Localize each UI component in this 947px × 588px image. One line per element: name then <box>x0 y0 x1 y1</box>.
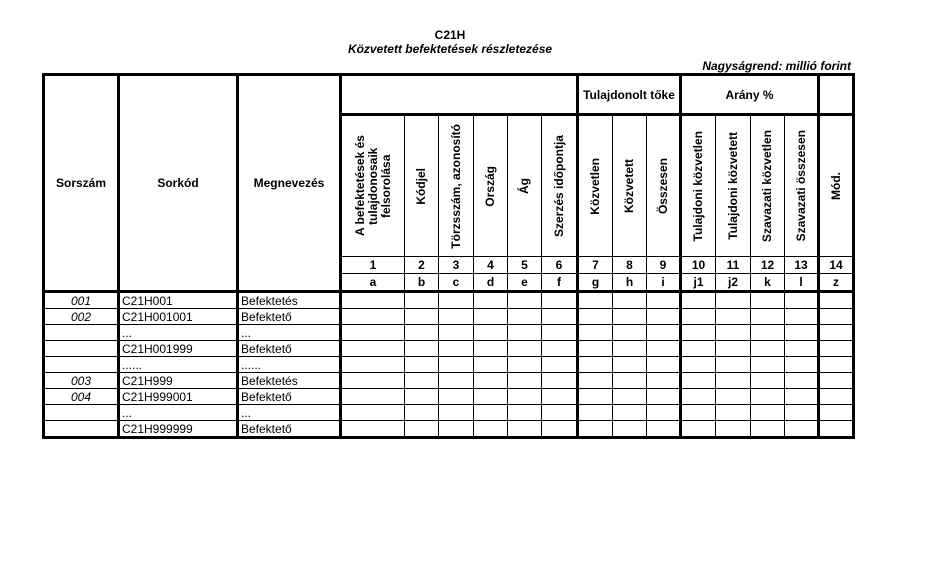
cell-value[interactable] <box>819 357 854 373</box>
column-header-label: Közvetett <box>622 158 636 213</box>
cell-value[interactable] <box>785 373 819 389</box>
column-number: 14 <box>819 257 854 274</box>
cell-value[interactable] <box>474 405 508 421</box>
column-letter: j1 <box>681 274 716 292</box>
cell-value[interactable] <box>341 421 405 438</box>
cell-value[interactable] <box>439 325 474 341</box>
cell-megnevezes: Befektető <box>238 309 341 325</box>
cell-value[interactable] <box>508 292 542 309</box>
column-header-9 <box>647 115 681 257</box>
column-header-label: Közvetlen <box>588 157 602 215</box>
column-header-12 <box>751 115 785 257</box>
cell-value[interactable] <box>751 421 785 438</box>
cell-megnevezes: Befektetés <box>238 373 341 389</box>
cell-value[interactable] <box>508 357 542 373</box>
cell-value[interactable] <box>785 389 819 405</box>
cell-value[interactable] <box>785 421 819 438</box>
cell-value[interactable] <box>341 405 405 421</box>
column-letter: l <box>785 274 819 292</box>
cell-value[interactable] <box>613 405 647 421</box>
cell-value[interactable] <box>716 389 751 405</box>
cell-value[interactable] <box>508 389 542 405</box>
table-row <box>44 405 854 421</box>
table-row <box>44 373 854 389</box>
cell-value[interactable] <box>405 292 439 309</box>
cell-value[interactable] <box>647 309 681 325</box>
cell-value[interactable] <box>716 373 751 389</box>
cell-megnevezes: Befektető <box>238 421 341 438</box>
column-letter: e <box>508 274 542 292</box>
cell-value[interactable] <box>785 405 819 421</box>
column-number: 5 <box>508 257 542 274</box>
cell-sorszam <box>44 405 119 421</box>
cell-value[interactable] <box>508 421 542 438</box>
cell-value[interactable] <box>474 292 508 309</box>
column-header-label: Ág <box>517 178 531 194</box>
cell-value[interactable] <box>341 373 405 389</box>
cell-value[interactable] <box>613 309 647 325</box>
column-number: 12 <box>751 257 785 274</box>
cell-value[interactable] <box>613 341 647 357</box>
cell-megnevezes: Befektető <box>238 389 341 405</box>
cell-value[interactable] <box>681 389 716 405</box>
cell-sorszam: 002 <box>44 309 119 325</box>
column-letter: z <box>819 274 854 292</box>
column-letter: i <box>647 274 681 292</box>
header-group-empty <box>341 75 578 115</box>
cell-value[interactable] <box>681 341 716 357</box>
cell-value[interactable] <box>578 373 613 389</box>
cell-value[interactable] <box>751 341 785 357</box>
cell-value[interactable] <box>474 421 508 438</box>
cell-value[interactable] <box>819 405 854 421</box>
column-header-1 <box>341 115 405 257</box>
cell-value[interactable] <box>751 325 785 341</box>
cell-value[interactable] <box>474 389 508 405</box>
cell-value[interactable] <box>474 309 508 325</box>
cell-value[interactable] <box>341 389 405 405</box>
cell-value[interactable] <box>785 292 819 309</box>
cell-value[interactable] <box>439 389 474 405</box>
cell-value[interactable] <box>681 325 716 341</box>
cell-value[interactable] <box>542 292 578 309</box>
column-number: 8 <box>613 257 647 274</box>
cell-value[interactable] <box>819 373 854 389</box>
header-group-tulajdon: Tulajdonolt tőke <box>578 75 681 115</box>
cell-value[interactable] <box>439 373 474 389</box>
column-header-14 <box>819 115 854 257</box>
column-header-label: Szerzés időpontja <box>551 134 566 238</box>
cell-value[interactable] <box>542 373 578 389</box>
cell-value[interactable] <box>751 292 785 309</box>
cell-value[interactable] <box>613 325 647 341</box>
cell-value[interactable] <box>647 357 681 373</box>
cell-megnevezes: ...... <box>238 357 341 373</box>
cell-value[interactable] <box>647 405 681 421</box>
cell-value[interactable] <box>785 357 819 373</box>
column-header-label: Tulajdoni közvetlen <box>691 130 705 242</box>
cell-value[interactable] <box>439 357 474 373</box>
cell-value[interactable] <box>439 292 474 309</box>
cell-value[interactable] <box>578 357 613 373</box>
cell-value[interactable] <box>819 309 854 325</box>
column-header-13 <box>785 115 819 257</box>
cell-value[interactable] <box>542 341 578 357</box>
cell-value[interactable] <box>508 325 542 341</box>
cell-sorszam: 003 <box>44 373 119 389</box>
cell-value[interactable] <box>716 292 751 309</box>
table-row <box>44 325 854 341</box>
cell-sorkod: C21H999999 <box>119 421 238 438</box>
column-header-5 <box>508 115 542 257</box>
cell-value[interactable] <box>681 357 716 373</box>
cell-megnevezes: Befektetés <box>238 292 341 309</box>
column-header-3 <box>439 115 474 257</box>
column-number: 2 <box>405 257 439 274</box>
cell-value[interactable] <box>508 373 542 389</box>
cell-value[interactable] <box>785 341 819 357</box>
cell-sorkod: ... <box>119 325 238 341</box>
cell-value[interactable] <box>716 357 751 373</box>
cell-value[interactable] <box>681 421 716 438</box>
table-row <box>44 292 854 309</box>
table-row <box>44 309 854 325</box>
header-sorkod: Sorkód <box>119 75 238 292</box>
cell-value[interactable] <box>474 357 508 373</box>
cell-value[interactable] <box>439 309 474 325</box>
cell-value[interactable] <box>647 325 681 341</box>
cell-value[interactable] <box>405 325 439 341</box>
cell-value[interactable] <box>751 405 785 421</box>
cell-sorszam <box>44 421 119 438</box>
cell-sorkod: C21H999001 <box>119 389 238 405</box>
column-number: 4 <box>474 257 508 274</box>
cell-value[interactable] <box>508 341 542 357</box>
column-letter: k <box>751 274 785 292</box>
cell-sorkod: C21H001001 <box>119 309 238 325</box>
column-number: 7 <box>578 257 613 274</box>
cell-value[interactable] <box>341 357 405 373</box>
cell-sorszam <box>44 357 119 373</box>
cell-value[interactable] <box>341 292 405 309</box>
column-number: 3 <box>439 257 474 274</box>
cell-value[interactable] <box>819 421 854 438</box>
column-header-label: Tulajdoni közvetett <box>725 132 740 240</box>
cell-sorkod: C21H999 <box>119 373 238 389</box>
cell-value[interactable] <box>341 325 405 341</box>
cell-value[interactable] <box>613 292 647 309</box>
column-header-4 <box>474 115 508 257</box>
cell-value[interactable] <box>613 389 647 405</box>
cell-value[interactable] <box>405 373 439 389</box>
table-row <box>44 341 854 357</box>
table-row <box>44 357 854 373</box>
cell-value[interactable] <box>578 292 613 309</box>
column-number: 1 <box>341 257 405 274</box>
form-subtitle: Közvetett befektetések részletezése <box>347 42 553 56</box>
header-group-arany: Arány % <box>681 75 819 115</box>
cell-value[interactable] <box>341 309 405 325</box>
column-header-8 <box>613 115 647 257</box>
cell-megnevezes: ... <box>238 325 341 341</box>
column-letter: j2 <box>716 274 751 292</box>
column-header-label: Mód. <box>828 172 843 200</box>
cell-value[interactable] <box>439 405 474 421</box>
cell-value[interactable] <box>578 341 613 357</box>
cell-value[interactable] <box>439 421 474 438</box>
form-code: C21H <box>434 28 466 42</box>
cell-value[interactable] <box>405 421 439 438</box>
column-header-6 <box>542 115 578 257</box>
cell-value[interactable] <box>405 309 439 325</box>
cell-value[interactable] <box>751 309 785 325</box>
cell-value[interactable] <box>785 309 819 325</box>
cell-value[interactable] <box>681 292 716 309</box>
cell-value[interactable] <box>578 389 613 405</box>
cell-value[interactable] <box>647 292 681 309</box>
cell-value[interactable] <box>716 325 751 341</box>
cell-value[interactable] <box>578 405 613 421</box>
column-header-label: Ország <box>483 165 497 207</box>
cell-value[interactable] <box>613 421 647 438</box>
column-letter: f <box>542 274 578 292</box>
cell-value[interactable] <box>751 357 785 373</box>
column-header-label: Szavazati összesen <box>793 130 808 242</box>
column-header-11 <box>716 115 751 257</box>
column-letter: h <box>613 274 647 292</box>
column-letter: a <box>341 274 405 292</box>
cell-sorszam: 004 <box>44 389 119 405</box>
cell-value[interactable] <box>474 373 508 389</box>
cell-value[interactable] <box>613 357 647 373</box>
column-header-label: A befektetések és tulajdonosaik felsorolása <box>352 135 393 237</box>
cell-value[interactable] <box>508 309 542 325</box>
cell-value[interactable] <box>819 341 854 357</box>
cell-value[interactable] <box>439 341 474 357</box>
column-header-10 <box>681 115 716 257</box>
header-megnevezes: Megnevezés <box>238 75 341 292</box>
cell-value[interactable] <box>819 389 854 405</box>
cell-value[interactable] <box>716 421 751 438</box>
cell-value[interactable] <box>716 309 751 325</box>
header-sorszam: Sorszám <box>44 75 119 292</box>
cell-value[interactable] <box>341 341 405 357</box>
table-row <box>44 389 854 405</box>
cell-value[interactable] <box>405 405 439 421</box>
cell-value[interactable] <box>405 357 439 373</box>
cell-value[interactable] <box>578 325 613 341</box>
column-number: 6 <box>542 257 578 274</box>
column-letter: b <box>405 274 439 292</box>
column-header-2 <box>405 115 439 257</box>
cell-value[interactable] <box>681 309 716 325</box>
column-header-label: Szavazati közvetlen <box>760 129 774 243</box>
cell-value[interactable] <box>474 341 508 357</box>
cell-value[interactable] <box>542 325 578 341</box>
cell-value[interactable] <box>716 341 751 357</box>
column-header-label: Törzsszám, azonosító <box>448 123 463 249</box>
cell-megnevezes: Befektető <box>238 341 341 357</box>
cell-sorkod: C21H001999 <box>119 341 238 357</box>
table-row <box>44 421 854 438</box>
cell-sorkod: ... <box>119 405 238 421</box>
column-header-label: Összesen <box>655 157 670 215</box>
data-table <box>42 73 855 439</box>
cell-value[interactable] <box>819 325 854 341</box>
cell-value[interactable] <box>647 421 681 438</box>
cell-sorkod: ...... <box>119 357 238 373</box>
cell-value[interactable] <box>681 405 716 421</box>
column-number: 13 <box>785 257 819 274</box>
cell-value[interactable] <box>542 357 578 373</box>
column-letter: c <box>439 274 474 292</box>
cell-value[interactable] <box>542 405 578 421</box>
column-letter: d <box>474 274 508 292</box>
cell-value[interactable] <box>613 373 647 389</box>
cell-sorkod: C21H001 <box>119 292 238 309</box>
cell-value[interactable] <box>474 325 508 341</box>
cell-value[interactable] <box>819 292 854 309</box>
unit-label: Nagyságrend: millió forint <box>702 59 851 73</box>
column-header-7 <box>578 115 613 257</box>
cell-value[interactable] <box>647 373 681 389</box>
cell-value[interactable] <box>405 341 439 357</box>
cell-value[interactable] <box>542 389 578 405</box>
column-number: 9 <box>647 257 681 274</box>
cell-sorszam <box>44 325 119 341</box>
cell-value[interactable] <box>681 373 716 389</box>
cell-value[interactable] <box>542 421 578 438</box>
cell-megnevezes: ... <box>238 405 341 421</box>
column-header-label: Kódjel <box>414 167 428 205</box>
column-number: 10 <box>681 257 716 274</box>
cell-value[interactable] <box>508 405 542 421</box>
cell-value[interactable] <box>785 325 819 341</box>
cell-value[interactable] <box>716 405 751 421</box>
cell-value[interactable] <box>647 389 681 405</box>
header-group-mod <box>819 75 854 115</box>
cell-value[interactable] <box>405 389 439 405</box>
cell-value[interactable] <box>751 373 785 389</box>
cell-value[interactable] <box>647 341 681 357</box>
cell-value[interactable] <box>578 421 613 438</box>
column-number: 11 <box>716 257 751 274</box>
cell-value[interactable] <box>578 309 613 325</box>
column-letter: g <box>578 274 613 292</box>
cell-value[interactable] <box>751 389 785 405</box>
cell-value[interactable] <box>542 309 578 325</box>
cell-sorszam <box>44 341 119 357</box>
cell-sorszam: 001 <box>44 292 119 309</box>
